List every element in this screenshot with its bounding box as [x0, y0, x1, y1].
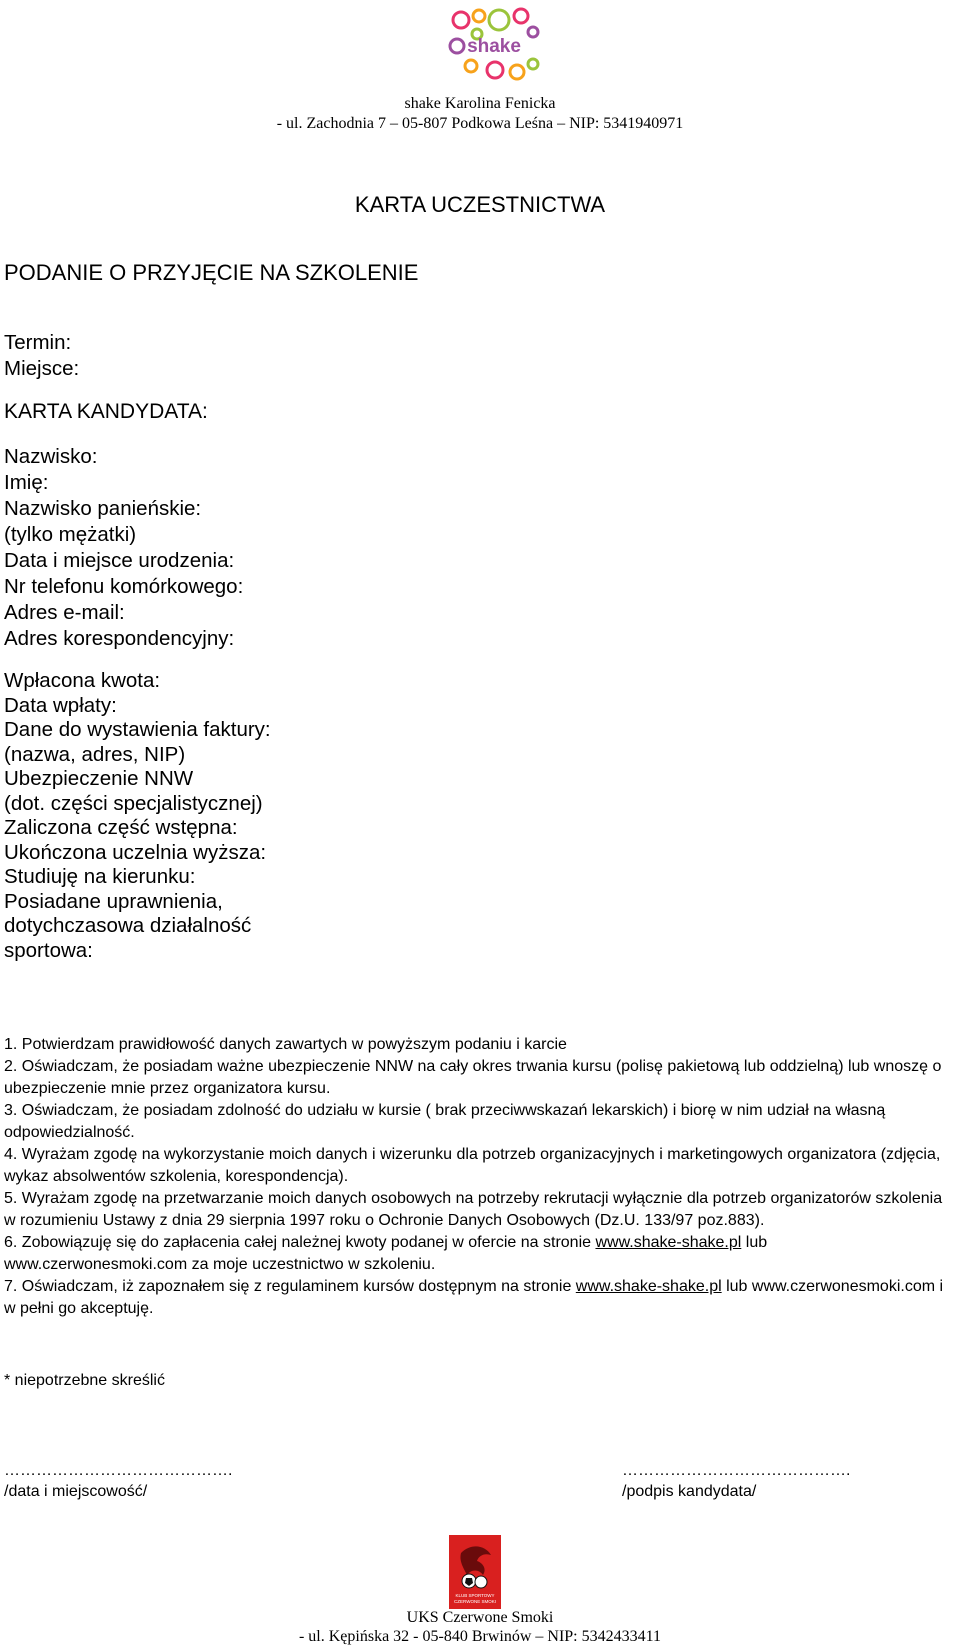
shake-logo-text: shake: [467, 36, 521, 57]
company-name: shake Karolina Fenicka: [404, 95, 556, 112]
shake-website-link-2[interactable]: www.shake-shake.pl: [575, 1278, 722, 1295]
declaration-6-text-end: lub www.czerwonesmoki.com za moje uczestnictwo w szkoleniu.: [4, 1234, 768, 1273]
page-title: KARTA UCZESTNICTWA: [354, 192, 606, 217]
field-label: Studiuję na kierunku:: [4, 865, 196, 888]
field-label: dotychczasowa działalność: [4, 914, 252, 937]
field-label: Imię:: [4, 471, 49, 494]
dragon-logo-text-1: KLUB SPORTOWY: [455, 1593, 495, 1598]
field-label: Data i miejsce urodzenia:: [4, 549, 235, 572]
dragon-logo-icon: [449, 1535, 501, 1609]
declaration-6: [4, 1232, 954, 1276]
fields-group-2: [4, 444, 243, 652]
field-label: Dane do wystawienia faktury:: [4, 718, 271, 741]
field-label: Zaliczona część wstępna:: [4, 816, 238, 839]
field-label: Ubezpieczenie NNW: [4, 767, 194, 790]
application-heading: PODANIE O PRZYJĘCIE NA SZKOLENIE: [4, 260, 419, 285]
field-label: Nr telefonu komórkowego:: [4, 575, 244, 598]
field-label: Termin:: [4, 331, 72, 354]
field-label: Posiadane uprawnienia,: [4, 889, 223, 913]
field-label: Data wpłaty:: [4, 693, 117, 717]
field-label: Wpłacona kwota:: [4, 669, 161, 692]
declaration-7: [4, 1276, 954, 1320]
fields-group-3: [4, 669, 271, 963]
field-label: Miejsce:: [4, 357, 80, 380]
declaration-4: 4. Wyrażam zgodę na wykorzystanie moich danych i wizerunku dla potrzeb organizacyjnych i marketingowych organizatora (zdjęcia, wykaz absolwentów szkolenia, korespondencja).: [4, 1146, 941, 1185]
company-address: - ul. Zachodnia 7 – 05-807 Podkowa Leśna – NIP: 5341940971: [276, 115, 684, 132]
candidate-heading: KARTA KANDYDATA:: [4, 400, 208, 423]
declaration-1: 1. Potwierdzam prawidłowość danych zawartych w powyższym podaniu i karcie: [4, 1036, 567, 1053]
footnote: * niepotrzebne skreślić: [4, 1372, 165, 1389]
field-label: Adres e-mail:: [4, 601, 125, 624]
dragon-logo-text-2: CZERWONE SMOKI: [454, 1599, 496, 1604]
shake-website-link[interactable]: www.shake-shake.pl: [595, 1234, 742, 1251]
declaration-7-text: 7. Oświadczam, iż zapoznałem się z regulaminem kursów dostępnym na stronie: [4, 1278, 576, 1295]
field-label: sportowa:: [4, 938, 93, 962]
club-name: UKS Czerwone Smoki: [406, 1609, 554, 1626]
declarations: [4, 1034, 954, 1320]
candidate-signature-label: /podpis kandydata/: [622, 1483, 757, 1500]
field-label: Adres korespondencyjny:: [4, 627, 235, 650]
declaration-5: 5. Wyrażam zgodę na przetwarzanie moich danych osobowych na potrzeby rekrutacji wyłącznie dla potrzeb organizatorów szkolenia w rozumieniu Ustawy z dnia 29 sierpnia 1997 roku o Ochronie Danych Osobowych (Dz.U. 133/97 poz.883).: [4, 1190, 943, 1229]
date-place-label: /data i miejscowość/: [4, 1483, 148, 1500]
declaration-3: 3. Oświadczam, że posiadam zdolność do udziału w kursie ( brak przeciwwskazań lekarskich) i biorę w nim udział na własną odpowiedzialność.: [4, 1102, 886, 1141]
declaration-6-text: 6. Zobowiązuję się do zapłacenia całej należnej kwoty podanej w ofercie na stronie: [4, 1234, 596, 1251]
field-label: (nazwa, adres, NIP): [4, 742, 186, 766]
field-label: (dot. części specjalistycznej): [4, 791, 263, 815]
field-label: Nazwisko:: [4, 445, 98, 468]
field-label: (tylko mężatki): [4, 523, 137, 546]
shake-logo-icon: [447, 6, 541, 86]
fields-group-1: [4, 330, 79, 382]
field-label: Nazwisko panieńskie:: [4, 497, 202, 520]
shake-logo: [447, 6, 541, 86]
club-address: - ul. Kępińska 32 - 05-840 Brwinów – NIP: 5342433411: [298, 1628, 662, 1645]
declaration-2: 2. Oświadczam, że posiadam ważne ubezpieczenie NNW na cały okres trwania kursu (polisę pakietową lub oddzielną) lub wnoszę o ubezpieczenie mnie przez organizatora kursu.: [4, 1058, 942, 1097]
field-label: Ukończona uczelnia wyższa:: [4, 840, 267, 864]
czerwone-smoki-logo: [449, 1535, 501, 1609]
signature-dots-right: …………………………………….: [622, 1462, 851, 1479]
declaration-7-text-end: lub www.czerwonesmoki.com i w pełni go akceptuję.: [4, 1278, 944, 1317]
signature-dots-left: …………………………………….: [4, 1462, 233, 1479]
